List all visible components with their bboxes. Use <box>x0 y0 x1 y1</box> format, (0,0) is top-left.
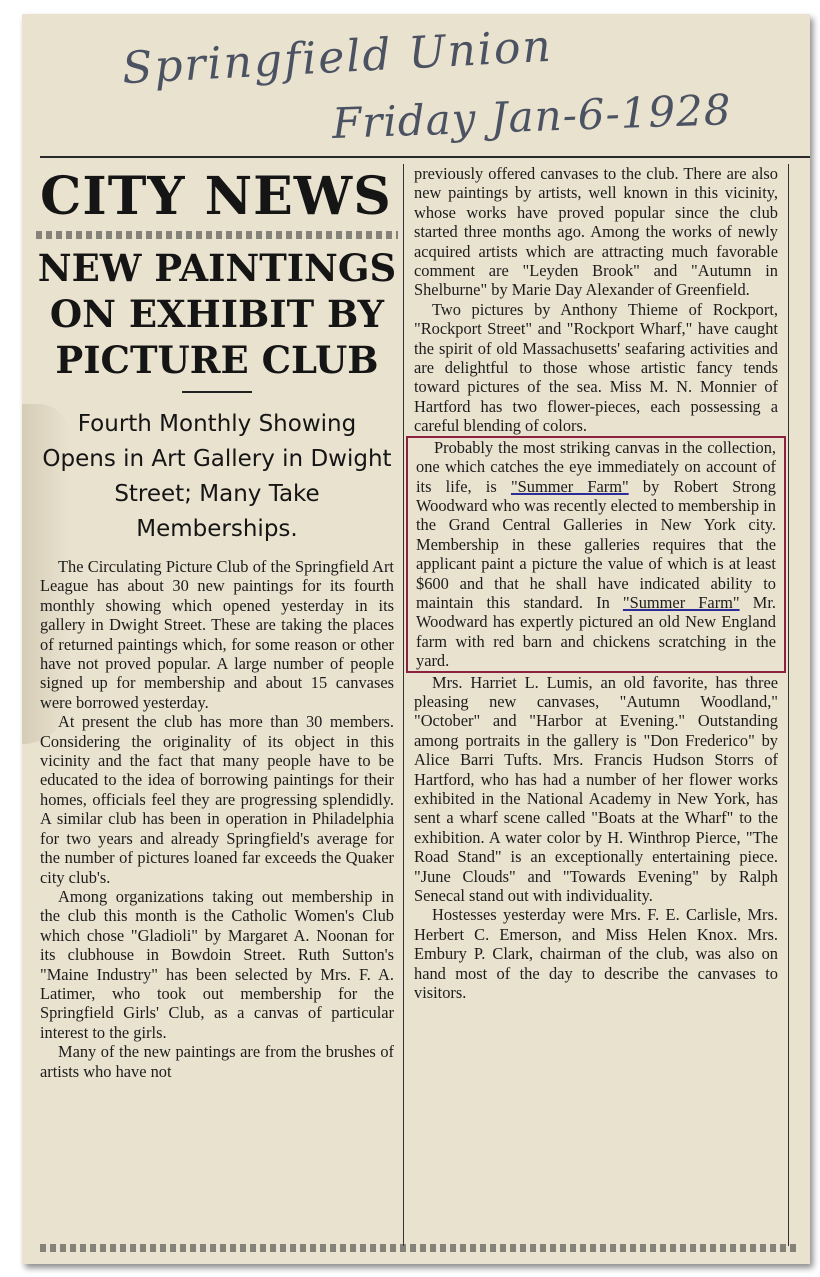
paragraph: Two pictures by Anthony Thieme of Rockport, "Rockport Street" and "Rockport Wharf," have caught the spirit of old Massachusetts' seafaring activities and are delightful to those whose artistic fancy tends toward pictures of the sea. Miss M. N. Monnier of Hartford has two flower-pieces, each possessing a careful blending of colors. <box>414 299 778 436</box>
paragraph: The Circulating Picture Club of the Springfield Art League has about 30 new paintings for its fourth monthly showing which opened yesterday in its gallery in Dwight Street. These are taking the places of returned paintings which, for some reason or other have not proved popular. A large number of people signed up for membership and about 15 canvases were borrowed yesterday. <box>40 557 394 712</box>
top-rule <box>40 156 810 158</box>
section-masthead: CITY NEWS <box>40 166 392 227</box>
newspaper-clipping <box>22 14 810 1264</box>
paragraph: previously offered canvases to the club. There are also new paintings by artists, well known in this vicinity, whose works have proved popular since the club started three months ago. Among the works of newly acquired artists which are attracting much favorable comment are "Leyden Brook" and "Autumn in Shelburne" by Marie Day Alexander of Greenfield. <box>414 164 778 300</box>
bottom-wavy-divider <box>40 1244 800 1252</box>
paragraph: Mrs. Harriet L. Lumis, an old favorite, has three pleasing new canvases, "Autumn Woodland," "October" and "Harbor at Evening." Outstanding among portraits in the gallery is "Don Frederico" by Alice Barri Tufts. Mrs. Francis Hudson Storrs of Hartford, who has had a number of her flower works exhibited in the National Academy in New York, has sent a wharf scene called "Boats at the Wharf" to the exhibition. A water color by H. Winthrop Pierce, "The Road Stand" is an exceptionally entertaining piece. "June Clouds" and "Towards Evening" by Ralph Senecal stand out with individuality. <box>414 672 778 906</box>
underlined-title: "Summer Farm" <box>510 476 629 496</box>
boxed-text-3: Mr. Woodward has expertly pictured an old New England farm with red barn and chickens scratching in the yard. <box>416 592 776 671</box>
left-column <box>36 164 398 1081</box>
article-headline: NEW PAINTINGS ON EXHIBIT BY PICTURE CLUB <box>37 246 397 382</box>
handwritten-source: Springfield Union <box>120 20 554 95</box>
underlined-title: "Summer Farm" <box>622 592 740 612</box>
handwritten-annotation <box>82 22 782 172</box>
article-subhead: Fourth Monthly Showing Opens in Art Gallery in Dwight Street; Many Take Memberships. <box>42 411 392 542</box>
right-column <box>410 164 782 1002</box>
right-border <box>788 164 789 1246</box>
boxed-text-2: by Robert Strong Woodward who was recently elected to membership in the Grand Central Galleries in New York city. Membership in these galleries requires that the applicant paint a picture the value of which is at least $600 and that he shall have indicated ability to maintain this standard. In <box>416 476 776 612</box>
wavy-divider <box>36 231 398 239</box>
headline-rule <box>182 391 252 393</box>
paragraph: Among organizations taking out membership in the club this month is the Catholic Women's Club which chose "Gladioli" by Margaret A. Noonan for its clubhouse in Bowdoin Street. Ruth Sutton's "Maine Industry" has been selected by Mrs. F. A. Latimer, who took out membership for the Springfield Girls' Club, as a canvas of particular interest to the girls. <box>40 886 394 1042</box>
boxed-paragraph <box>416 438 776 671</box>
paragraph: At present the club has more than 30 members. Considering the originality of its object in this vicinity and the fact that many people have to be educated to the idea of borrowing paintings for their homes, officials feel they are progressing splendidly. A similar club has been in operation in Philadelphia for two years and already Springfield's average for the number of pictures loaned far exceeds the Quaker city club's. <box>40 712 394 887</box>
boxed-text-1: Probably the most striking canvas in the collection, one which catches the eye immediately on account of its life, is <box>416 437 776 496</box>
paragraph: Many of the new paintings are from the brushes of artists who have not <box>40 1042 394 1081</box>
handwritten-date: Friday Jan-6-1928 <box>331 85 733 148</box>
column-divider <box>403 164 404 1246</box>
highlighted-passage <box>406 436 786 673</box>
paragraph: Hostesses yesterday were Mrs. F. E. Carlisle, Mrs. Herbert C. Emerson, and Miss Helen Knox. Mrs. Embury P. Clark, chairman of the club, was also on hand most of the day to describe the canvases to visitors. <box>414 905 778 1003</box>
